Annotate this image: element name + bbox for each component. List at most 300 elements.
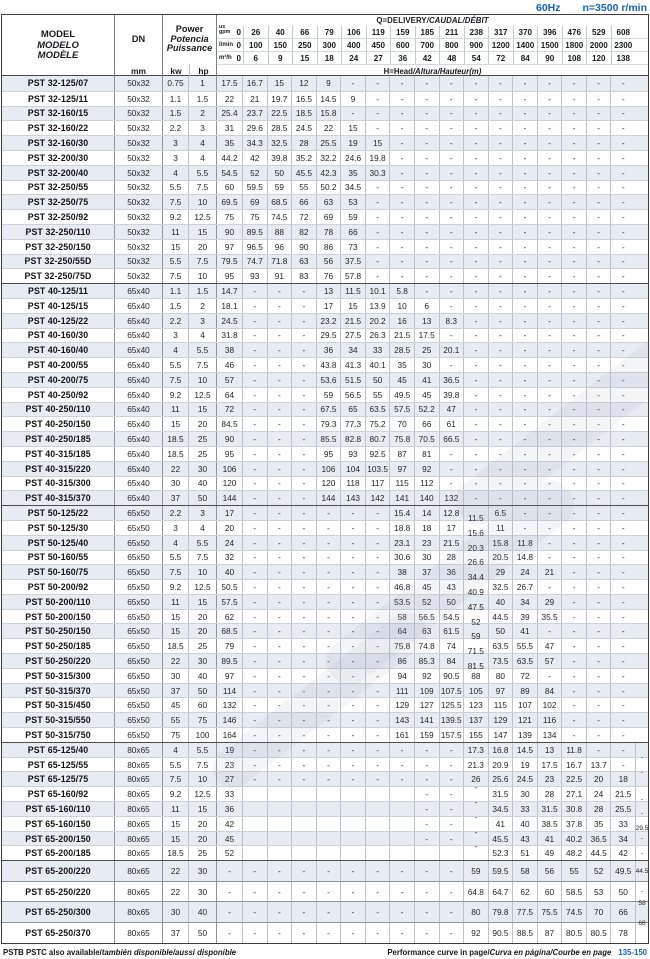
head-value-cell: 41 [537,832,562,846]
model-cell: PST 40-125/11 [28,286,88,297]
head-value-cell: 34 [610,832,635,846]
head-value-cell: - [512,76,537,91]
flow-value: 238 [464,26,489,38]
head-value-cell: 28.5 [267,121,292,135]
head-value-cell: 123 [463,698,488,712]
table-header [2,15,648,76]
head-value-cell: - [586,624,611,638]
model-cell: PST 65-250/370 [25,927,91,938]
hp-cell: 2 [188,299,216,313]
head-value-cell: 11 [488,521,513,535]
flow-value: 72 [488,52,513,64]
head-value-cell: - [586,373,611,387]
head-value-cell: 24 [586,787,611,801]
head-value-cell: 93 [340,447,365,461]
head-value-cell: - [365,565,390,579]
head-value-cell [267,832,292,846]
head-value-cell: - [365,923,390,943]
flow-value: 120 [586,52,611,64]
head-value-cell: - [463,447,488,461]
kw-cell: 75 [162,728,188,742]
dn-cell: 80x65 [114,923,162,943]
flow-unit-row [217,38,648,51]
table-row [2,782,648,803]
head-value-cell: - [488,269,513,283]
head-value-cell: - [389,181,414,195]
head-value-cell: 74.5 [267,210,292,224]
flow-value: 54 [464,52,489,64]
head-value-cell: - [439,121,464,135]
head-value-cell: 47 [537,639,562,653]
head-value-cell: 111 [389,684,414,698]
head-value-cell: - [586,151,611,165]
head-value-cell: - [610,181,635,195]
head-value-cell: 56 [316,255,341,269]
flow-value: 476 [562,26,587,38]
head-value-cell: 79.3 [316,417,341,431]
head-value-cell: - [439,299,464,313]
head-overflow-cell [635,136,648,150]
head-value-cell: 51 [512,846,537,860]
head-value-cell: - [463,462,488,476]
head-value-cell: 81 [414,447,439,461]
head-value-cell: - [242,477,267,491]
model-cell: PST 40-315/370 [25,493,91,504]
head-value-cell: 57.5 [389,403,414,417]
dn-cell: 50x32 [114,269,162,283]
head-value-cell: 20.3 [463,536,488,550]
head-value-cell: - [291,639,316,653]
head-value-cell: - [561,432,586,446]
head-value-cell: - [389,195,414,209]
head-value-cell: - [242,565,267,579]
hp-cell: 20 [188,817,216,831]
head-value-cell: - [463,92,488,106]
dn-cell: 50x32 [114,151,162,165]
head-value-cell: 95 [216,447,242,461]
head-value-cell: - [291,388,316,402]
flow-value: 1500 [537,39,562,51]
head-value-cell: - [488,314,513,328]
head-value-cell [267,817,292,831]
head-value-cell: - [340,654,365,668]
head-value-cell: 139.5 [439,713,464,727]
head-value-cell: 36.5 [586,832,611,846]
model-header-en: MODEL [40,29,76,41]
table-row [2,638,648,657]
model-cell: PST 40-160/40 [27,345,89,356]
table-row [2,841,648,860]
head-value-cell: - [291,536,316,550]
head-value-cell: - [242,284,267,298]
head-value-cell: - [267,462,292,476]
kw-cell: 9.2 [162,388,188,402]
head-overflow-cell: - [635,758,648,772]
head-value-cell: 129 [488,713,513,727]
head-value-cell: 20.5 [488,551,513,565]
model-cell: PST 32-200/40 [27,167,89,178]
hp-cell: 1.5 [188,284,216,298]
head-value-cell [365,832,390,846]
head-overflow-cell [635,107,648,121]
head-value-cell: - [586,462,611,476]
head-value-cell: - [291,491,316,505]
head-value-cell: - [216,861,242,881]
head-value-cell: - [610,491,635,505]
head-value-cell: - [488,181,513,195]
head-value-cell: - [488,329,513,343]
head-value-cell: - [389,758,414,772]
kw-cell: 7.5 [162,373,188,387]
head-value-cell: - [242,902,267,922]
head-value-cell: 42.3 [316,166,341,180]
head-value-cell: 15 [267,76,292,91]
model-cell: PST 50-315/550 [25,715,91,726]
head-value-cell: - [340,580,365,594]
head-value-cell: - [488,166,513,180]
head-value-cell: 19 [512,758,537,772]
head-value-cell: - [439,462,464,476]
head-value-cell: 97 [216,240,242,254]
power-label-fr: Puissance [166,43,213,54]
head-value-cell: - [316,684,341,698]
head-value-cell: - [267,447,292,461]
head-overflow-cell [635,669,648,683]
head-value-cell: 157.5 [439,728,464,742]
head-value-cell: - [561,136,586,150]
head-value-cell: - [463,403,488,417]
head-value-cell: 118 [340,477,365,491]
head-value-cell: - [291,595,316,609]
head-value-cell: - [365,536,390,550]
flow-unit-label: us gpm 0 [219,24,241,37]
hp-cell: 4 [188,136,216,150]
model-cell: PST 40-315/185 [25,448,91,459]
hp-cell: 25 [188,846,216,860]
head-value-cell: 72 [216,403,242,417]
head-value-cell: - [389,107,414,121]
kw-cell: 22 [162,861,188,881]
head-value-cell: 38.5 [537,817,562,831]
model-cell: PST 50-250/185 [25,641,91,652]
dn-cell: 65x50 [114,654,162,668]
head-value-cell: - [365,521,390,535]
kw-cell: 0.75 [162,76,188,91]
head-value-cell: - [488,477,513,491]
head-overflow-cell: 29.5 [635,817,648,831]
flow-value: 108 [562,52,587,64]
head-overflow-cell [635,373,648,387]
head-value-cell: 144 [316,491,341,505]
head-value-cell: - [488,358,513,372]
head-value-cell: - [389,772,414,786]
head-value-cell: - [291,314,316,328]
table-row [2,727,648,742]
kw-cell: 30 [162,902,188,922]
table-row [2,224,648,239]
dn-cell: 65x40 [114,477,162,491]
head-overflow-cell [635,447,648,461]
head-value-cell: - [561,314,586,328]
table-row [2,796,648,818]
head-value-cell: - [586,713,611,727]
head-value-cell: 68.5 [216,624,242,638]
head-value-cell: - [610,166,635,180]
head-value-cell: 15 [340,299,365,313]
model-cell: PST 40-160/30 [27,330,89,341]
head-value-cell: - [267,669,292,683]
head-value-cell [389,802,414,816]
table-row [2,91,648,106]
hp-cell: 15 [188,802,216,816]
head-value-cell: - [537,447,562,461]
head-value-cell: - [512,462,537,476]
dn-cell: 50x32 [114,92,162,106]
head-value-cell: - [316,713,341,727]
head-value-cell: - [365,255,390,269]
head-value-cell: - [512,210,537,224]
head-value-cell: - [340,521,365,535]
head-value-cell: - [586,580,611,594]
head-overflow-cell [635,624,648,638]
head-value-cell: - [561,269,586,283]
head-value-cell: 57.5 [216,595,242,609]
head-overflow-cell [635,491,648,505]
head-value-cell: - [291,565,316,579]
flow-value: 600 [390,39,415,51]
head-value-cell: - [439,902,464,922]
kw-cell: 18.5 [162,846,188,860]
hp-cell: 3 [188,506,216,520]
head-value-cell: 19.8 [365,151,390,165]
dn-cell: 80x65 [114,902,162,922]
head-value-cell: - [414,817,439,831]
head-value-cell: - [291,743,316,757]
head-value-cell: - [316,551,341,565]
head-value-cell: 66.5 [439,432,464,446]
head-value-cell: - [488,92,513,106]
head-value-cell: - [537,358,562,372]
head-value-cell: - [291,624,316,638]
head-value-cell: - [414,195,439,209]
hp-cell: 7.5 [188,358,216,372]
head-value-cell: 16.5 [291,92,316,106]
head-value-cell: - [242,358,267,372]
head-value-cell: - [340,506,365,520]
head-value-cell: 55 [291,181,316,195]
head-value-cell: - [242,610,267,624]
flow-value: 317 [488,26,513,38]
head-value-cell: 96 [267,240,292,254]
head-value-cell: 72 [291,210,316,224]
head-value-cell: 30.8 [561,802,586,816]
head-value-cell: 25.6 [488,772,513,786]
model-cell: PST 40-125/15 [27,300,89,311]
head-value-cell: - [242,772,267,786]
head-value-cell: 55.5 [512,639,537,653]
head-value-cell: 63.5 [488,639,513,653]
kw-cell: 7.5 [162,565,188,579]
h-title-italic: /Altura/Hauteur(m) [412,66,482,76]
hp-cell: 50 [188,684,216,698]
head-value-cell: - [488,432,513,446]
head-value-cell: 116 [537,713,562,727]
head-value-cell: - [586,432,611,446]
head-value-cell: 140 [414,491,439,505]
head-value-cell: 74.8 [414,639,439,653]
head-value-cell: - [586,388,611,402]
head-value-cell: 39 [512,610,537,624]
head-value-cell: 139 [512,728,537,742]
head-value-cell [291,787,316,801]
head-value-cell: - [488,373,513,387]
flow-value: 450 [366,39,391,51]
head-value-cell: 88 [267,225,292,239]
head-value-cell: 114 [216,684,242,698]
head-value-cell: 59.5 [242,181,267,195]
head-overflow-cell [635,314,648,328]
head-value-cell: 104 [340,462,365,476]
head-value-cell: - [586,728,611,742]
head-value-cell: - [267,314,292,328]
head-value-cell: - [537,255,562,269]
head-value-cell: - [216,882,242,902]
hp-cell: 1.5 [188,92,216,106]
head-value-cell: - [610,195,635,209]
head-value-cell: - [291,477,316,491]
head-value-cell: - [267,551,292,565]
head-value-cell: 43 [439,580,464,594]
model-cell: PST 32-125/07 [27,78,89,89]
head-value-cell: - [439,195,464,209]
head-value-cell: 58 [389,610,414,624]
head-value-cell: 76 [316,269,341,283]
head-value-cell: - [340,902,365,922]
head-value-cell: 44.5 [488,610,513,624]
hp-cell: 5.5 [188,536,216,550]
table-row [2,579,648,597]
head-value-cell: 75 [242,210,267,224]
head-value-cell [340,802,365,816]
head-value-cell: 37 [414,565,439,579]
head-value-cell: - [267,299,292,313]
head-value-cell: 45.5 [291,166,316,180]
hp-cell: 12.5 [188,210,216,224]
head-value-cell: 52.2 [414,403,439,417]
head-value-cell: 23 [537,772,562,786]
head-value-cell [439,846,464,860]
kw-cell: 4 [162,343,188,357]
head-value-cell: - [414,181,439,195]
head-value-cell: 84 [439,654,464,668]
head-value-cell: 35 [216,136,242,150]
hp-cell: 12.5 [188,787,216,801]
head-value-cell: 41.3 [340,358,365,372]
model-cell: PST 32-160/22 [27,123,89,134]
dn-cell: 50x32 [114,166,162,180]
head-value-cell: 42 [242,151,267,165]
head-value-cell: 51.5 [340,373,365,387]
head-value-cell: - [267,654,292,668]
head-value-cell: - [512,373,537,387]
head-value-cell: 120 [216,477,242,491]
model-cell: PST 50-125/30 [27,522,89,533]
head-overflow-cell [635,299,648,313]
head-value-cell: 24.5 [291,121,316,135]
flow-value: 36 [390,52,415,64]
kw-cell: 4 [162,536,188,550]
head-value-cell: 52 [242,166,267,180]
model-cell: PST 32-250/55D [24,256,92,267]
head-value-cell: 88.5 [512,923,537,943]
model-cell: PST 40-200/55 [27,360,89,371]
head-value-cell: - [291,669,316,683]
head-value-cell: - [414,107,439,121]
head-value-cell: - [561,329,586,343]
head-value-cell: 18.1 [216,299,242,313]
head-overflow-cell: 68 [635,923,648,943]
head-value-cell: 22.5 [561,772,586,786]
table-row [2,476,648,491]
head-value-cell: - [242,403,267,417]
head-value-cell: 80.7 [365,432,390,446]
head-value-cell: - [463,432,488,446]
head-overflow-cell: - [635,787,648,801]
head-value-cell: 86 [389,654,414,668]
head-value-cell: - [439,136,464,150]
flow-value: 370 [513,26,538,38]
head-value-cell: 90.5 [439,669,464,683]
head-value-cell: - [586,329,611,343]
flow-value: 1800 [562,39,587,51]
head-value-cell: - [610,284,635,298]
head-value-cell: - [488,136,513,150]
head-value-cell: 41 [512,624,537,638]
head-value-cell: 28 [291,136,316,150]
kw-cell: 5.5 [162,358,188,372]
head-value-cell: - [414,861,439,881]
head-value-cell: 50.2 [316,181,341,195]
head-value-cell: - [340,565,365,579]
head-value-cell: 49.5 [610,861,635,881]
head-value-cell: 10.1 [365,284,390,298]
head-value-cell: - [365,669,390,683]
head-value-cell: - [242,728,267,742]
head-value-cell: - [267,491,292,505]
kw-cell: 1.5 [162,107,188,121]
head-value-cell: - [439,92,464,106]
head-value-cell: - [586,491,611,505]
head-value-cell: - [267,743,292,757]
head-value-cell: 40.9 [463,580,488,594]
kw-cell: 11 [162,225,188,239]
head-value-cell: - [389,743,414,757]
dn-cell: 65x40 [114,462,162,476]
head-value-cell: - [463,846,488,860]
model-cell: PST 50-200/92 [27,581,89,592]
model-cell: PST 65-200/220 [25,866,91,877]
head-value-cell: 59 [340,210,365,224]
head-value-cell: 61.5 [439,624,464,638]
head-value-cell: 85.5 [316,432,341,446]
head-value-cell: - [537,284,562,298]
head-value-cell: - [267,432,292,446]
head-value-cell: 55 [561,861,586,881]
head-value-cell: 75.5 [537,902,562,922]
model-cell: PST 40-125/22 [27,315,89,326]
kw-cell: 5.5 [162,758,188,772]
model-cell: PST 65-160/150 [25,818,91,829]
